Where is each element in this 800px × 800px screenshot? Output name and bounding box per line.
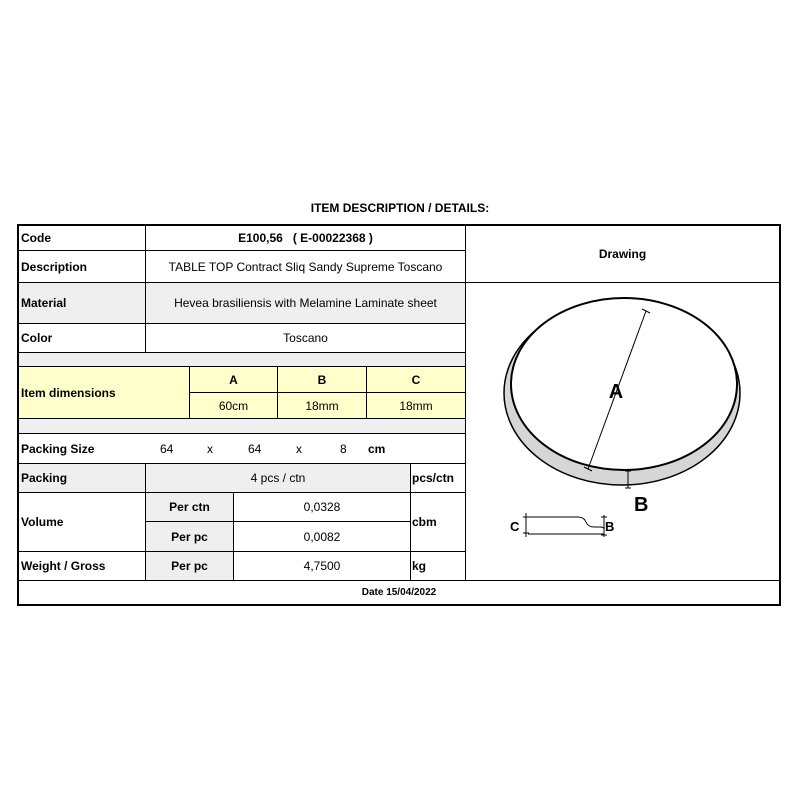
packing-unit: pcs/ctn (412, 471, 455, 485)
material-label: Material (21, 296, 67, 310)
volume-per-pc-label: Per pc (171, 529, 208, 544)
weight-value: 4,7500 (303, 559, 341, 573)
edge-profile (510, 513, 614, 537)
material-value: Hevea brasiliensis with Melamine Laminate sheet (174, 296, 437, 310)
drawing-label: Drawing (598, 246, 647, 261)
packing-size-width: 64 (248, 441, 262, 456)
volume-per-pc-value: 0,0082 (303, 529, 341, 544)
dimension-b-label: B (634, 494, 649, 516)
packing-size-x2: x (296, 441, 302, 456)
weight-label: Weight / Gross (21, 559, 106, 573)
code-label: Code (21, 230, 51, 245)
dimension-value-a: 60cm (218, 398, 249, 413)
description-label: Description (21, 259, 88, 274)
volume-label: Volume (21, 515, 64, 529)
color-value: Toscano (283, 331, 328, 345)
volume-unit: cbm (412, 515, 437, 529)
spacer-row-bg-2 (19, 419, 465, 434)
table-top-drawing (466, 283, 779, 580)
weight-unit: kg (412, 559, 427, 573)
table-top-surface (511, 298, 737, 470)
dimension-a-label: A (608, 381, 624, 403)
code-value: E100,56 ( E-00022368 ) (238, 230, 373, 245)
dimension-value-c: 18mm (399, 398, 433, 413)
packing-value: 4 pcs / ctn (250, 471, 306, 485)
packing-size-x1: x (207, 441, 213, 456)
description-value: TABLE TOP Contract Sliq Sandy Supreme Toscano (168, 259, 443, 274)
packing-label: Packing (21, 471, 68, 485)
table-top-diagram (466, 283, 779, 580)
dimension-header-c: C (411, 372, 421, 387)
profile-c-label: C (510, 519, 520, 534)
profile-b-label: B (605, 519, 615, 534)
dimension-header-a: A (229, 372, 238, 387)
item-dimensions-label: Item dimensions (21, 385, 116, 400)
packing-size-length: 64 (160, 441, 174, 456)
footer-date: Date 15/04/2022 (361, 587, 437, 598)
color-label: Color (21, 331, 53, 345)
packing-size-height: 8 (340, 441, 347, 456)
packing-size-label: Packing Size (21, 441, 95, 456)
volume-per-ctn-label: Per ctn (169, 500, 210, 514)
spacer-row-bg (19, 353, 465, 366)
page-title: ITEM DESCRIPTION / DETAILS: (310, 201, 490, 215)
dimension-value-b: 18mm (305, 398, 339, 413)
volume-per-ctn-value: 0,0328 (303, 500, 341, 514)
dimension-header-b: B (317, 372, 327, 387)
packing-size-unit: cm (368, 441, 386, 456)
weight-per-pc-label: Per pc (171, 559, 208, 573)
